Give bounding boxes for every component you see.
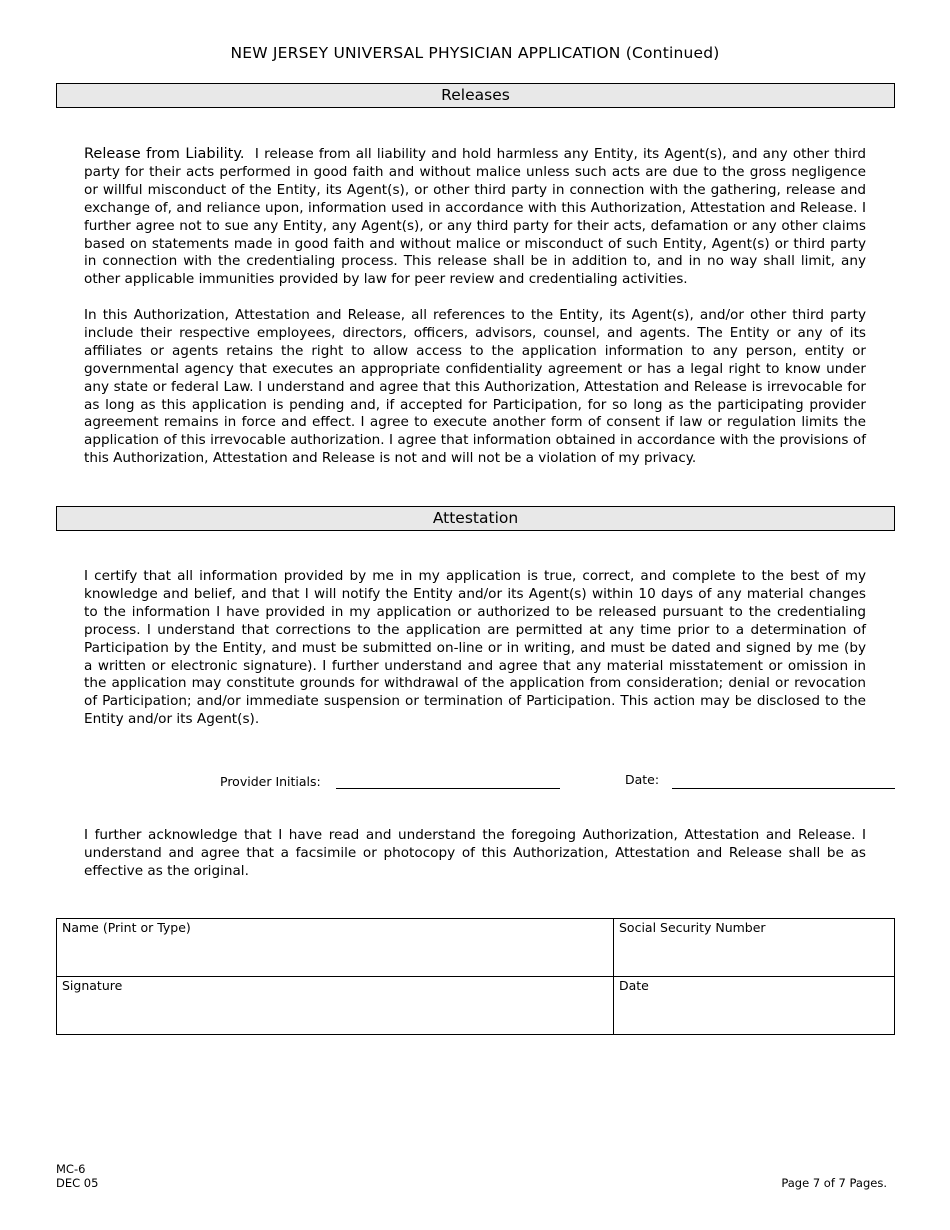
page-number: Page 7 of 7 Pages. [781,1176,887,1190]
signature-field-label: Signature [62,978,123,993]
references-paragraph: In this Authorization, Attestation and Release, all references to the Entity, its Agent(s), and/or other third party include their respective employees, directors, officers, advisors, counsel, and agents. The Entity or any of its affiliates or agents retains the right to allow access to the application information to any person, entity or governmental agency that executes an appropriate confidentiality agreement or has a legal right to know under any state or federal Law. I understand and agree that this Authorization, Attestation and Release is irrevocable for as long as this application is pending and, if accepted for Participation, for so long as the participating provider agreement remains in force and effect. I agree to execute another form of consent if law or regulation limits the application of this irrevocable authorization. I agree that information obtained in accordance with the provisions of this Authorization, Attestation and Release is not and will not be a violation of my privacy. [84,307,866,467]
releases-header: Releases [56,83,895,108]
acknowledgement-paragraph: I further acknowledge that I have read and understand the foregoing Authorization, Attestation and Release. I understand and agree that a facsimile or photocopy of this Authorization, Attestation and Release shall be as effective as the original. [84,827,866,879]
signature-date-field-label: Date [619,978,649,993]
provider-initials-label: Provider Initials: [220,774,321,789]
release-from-liability-lead: Release from Liability. [84,146,245,162]
form-code-block [56,1162,98,1190]
form-date: DEC 05 [56,1176,99,1190]
attestation-header: Attestation [56,506,895,531]
signature-field[interactable] [57,977,614,1035]
signature-table-row [57,977,895,1035]
provider-initials-field[interactable] [336,788,560,789]
initials-date-label: Date: [625,772,660,787]
name-field-label: Name (Print or Type) [62,920,191,935]
name-field[interactable] [57,919,614,977]
page-title: NEW JERSEY UNIVERSAL PHYSICIAN APPLICATION (Continued) [230,44,720,62]
signature-date-field[interactable] [614,977,895,1035]
signature-table [56,918,895,1035]
certification-paragraph: I certify that all information provided by me in my application is true, correct, and complete to the best of my knowledge and belief, and that I will notify the Entity and/or its Agent(s) within 10 days of any material changes to the information I have provided in my application or authorized to be released pursuant to the credentialing process. I understand that corrections to the application are permitted at any time prior to a determination of Participation by the Entity, and must be submitted on-line or in writing, and must be dated and signed by me (by a written or electronic signature). I further understand and agree that any material misstatement or omission in the application may constitute grounds for withdrawal of the application from consideration; denial or revocation of Participation; and/or immediate suspension or termination of Participation. This action may be disclosed to the Entity and/or its Agent(s). [84,568,866,728]
form-code: MC-6 [56,1162,86,1176]
ssn-field-label: Social Security Number [619,920,766,935]
initials-date-field[interactable] [672,788,895,789]
release-from-liability-text: I release from all liability and hold harmless any Entity, its Agent(s), and any other third party for their acts performed in good faith and without malice unless such acts are due to the gross negligence or willful misconduct of the Entity, its Agent(s), or other third party in connection with the gathering, release and exchange of, and reliance upon, information used in accordance with this Authorization, Attestation and Release. I further agree not to sue any Entity, any Agent(s), or any third party for their acts, defamation or any other claims based on statements made in good faith and without malice or misconduct of such Entity, Agent(s) or third party in connection with the credentialing process. This release shall be in addition to, and in no way shall limit, any other applicable immunities provided by law for peer review and credentialing activities. [84,146,866,288]
signature-table-row [57,919,895,977]
ssn-field[interactable] [614,919,895,977]
release-from-liability-paragraph [84,146,866,289]
